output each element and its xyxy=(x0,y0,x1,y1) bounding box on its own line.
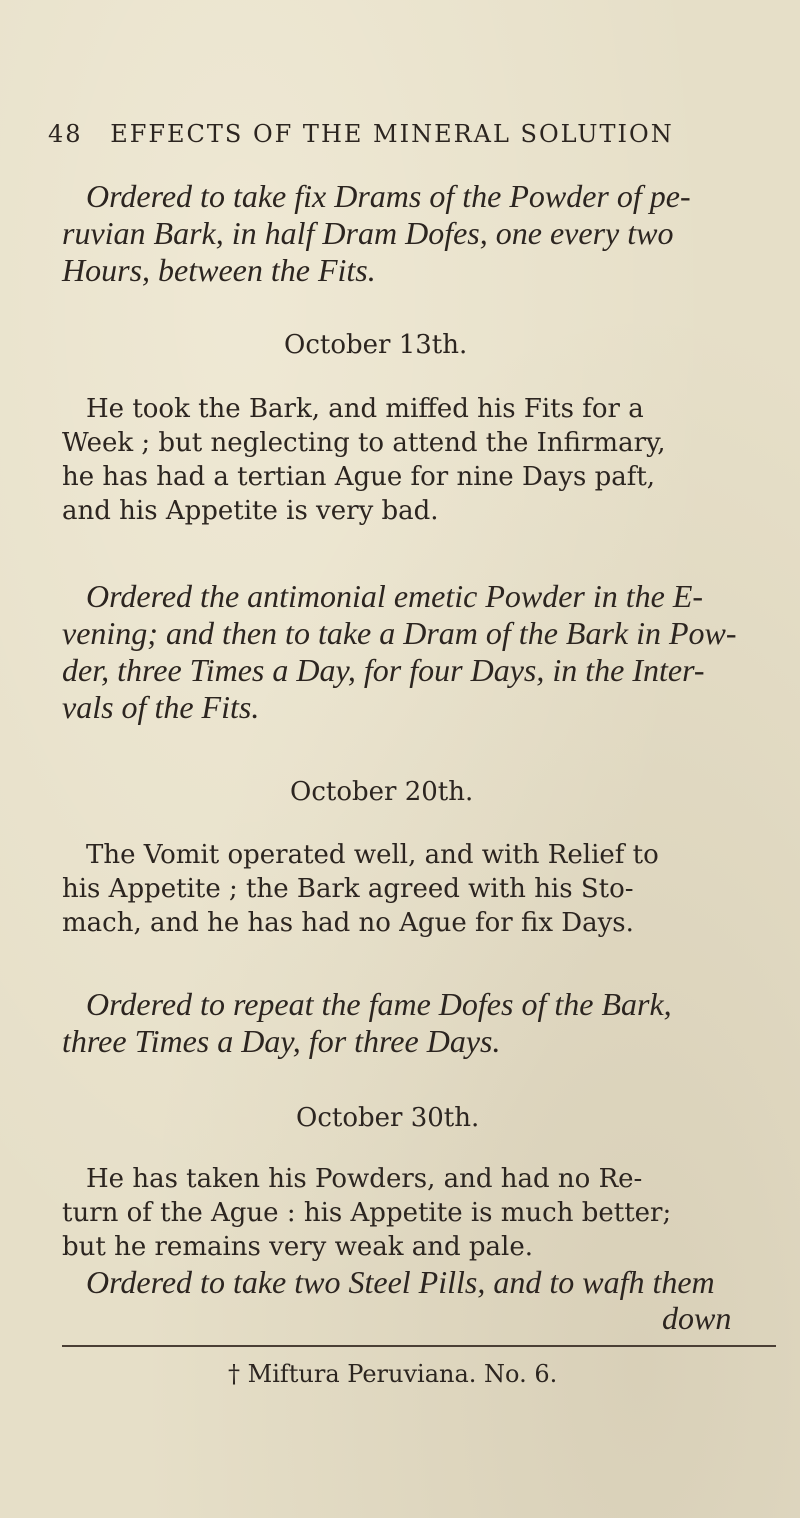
order-paragraph xyxy=(62,178,774,289)
page-number: 48 xyxy=(48,120,83,148)
text-line: ruvian Bark, in half Dram Dofes, one every two xyxy=(62,215,674,251)
footnote: † Miftura Peruviana. No. 6. xyxy=(228,1360,558,1388)
date-heading: October 30th. xyxy=(296,1103,480,1133)
text-line: vals of the Fits. xyxy=(62,689,260,725)
text-line: mach, and he has had no Ague for fix Days. xyxy=(62,908,634,938)
text-line: der, three Times a Day, for four Days, in the Inter- xyxy=(62,652,705,688)
text-line: He took the Bark, and miffed his Fits for a xyxy=(86,394,644,424)
text-line: but he remains very weak and pale. xyxy=(62,1232,534,1262)
footnote-divider xyxy=(62,1345,776,1347)
text-line: Ordered to take two Steel Pills, and to wafh them xyxy=(86,1264,715,1300)
text-line: The Vomit operated well, and with Relief to xyxy=(86,840,659,870)
date-heading: October 13th. xyxy=(284,330,468,360)
text-line: Week ; but neglecting to attend the Infirmary, xyxy=(62,428,666,458)
text-line: vening; and then to take a Dram of the Bark in Pow- xyxy=(62,615,737,651)
text-line: Ordered the antimonial emetic Powder in the E- xyxy=(86,578,704,614)
text-line: Ordered to take fix Drams of the Powder of pe- xyxy=(86,178,691,214)
running-header xyxy=(48,120,674,148)
order-paragraph xyxy=(62,1264,774,1301)
order-paragraph xyxy=(62,986,774,1060)
report-paragraph xyxy=(62,838,774,940)
catchword: down xyxy=(662,1300,732,1336)
report-paragraph xyxy=(62,1162,774,1264)
text-line: He has taken his Powders, and had no Re- xyxy=(86,1164,643,1194)
text-line: three Times a Day, for three Days. xyxy=(62,1023,501,1059)
text-line: he has had a tertian Ague for nine Days paft, xyxy=(62,462,656,492)
text-line: and his Appetite is very bad. xyxy=(62,496,439,526)
text-line: Ordered to repeat the fame Dofes of the Bark, xyxy=(86,986,672,1022)
running-title: EFFECTS OF THE MINERAL SOLUTION xyxy=(110,120,674,148)
text-line: Hours, between the Fits. xyxy=(62,252,376,288)
text-line: turn of the Ague : his Appetite is much better; xyxy=(62,1198,672,1228)
text-line: his Appetite ; the Bark agreed with his Sto- xyxy=(62,874,634,904)
report-paragraph xyxy=(62,392,774,528)
date-heading: October 20th. xyxy=(290,777,474,807)
order-paragraph xyxy=(62,578,774,726)
